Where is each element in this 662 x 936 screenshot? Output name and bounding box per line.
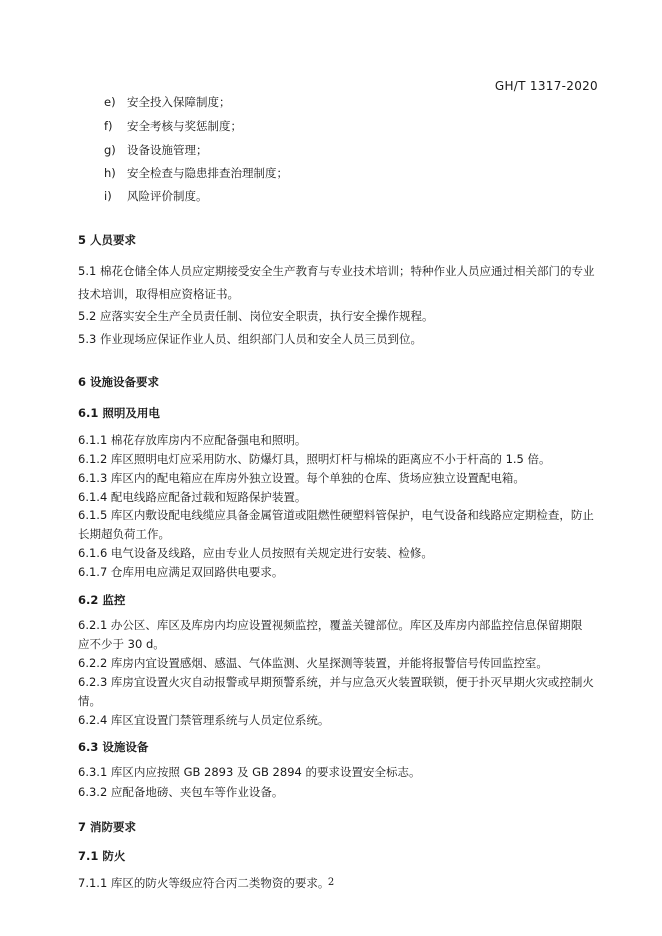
section-6-3-heading: 6.3 设施设备 bbox=[78, 740, 149, 754]
clause-6-2-2: 6.2.2 库房内宜设置感烟、感温、气体监测、火星探测等装置，并能将报警信号传回监控室。 bbox=[78, 656, 548, 670]
clause-6-1-2: 6.1.2 库区照明电灯应采用防水、防爆灯具，照明灯杆与棉垛的距离应不小于杆高的 1.5 倍。 bbox=[78, 452, 551, 466]
list-item bbox=[104, 119, 604, 133]
list-text: 安全考核与奖惩制度； bbox=[127, 119, 242, 133]
list-text: 安全投入保障制度； bbox=[127, 95, 231, 109]
list-item bbox=[104, 143, 604, 157]
standard-code: GH/T 1317-2020 bbox=[494, 79, 598, 93]
list-text: 安全检查与隐患排查治理制度； bbox=[127, 166, 288, 180]
list-item bbox=[104, 189, 604, 203]
section-5-heading: 5 人员要求 bbox=[78, 233, 137, 247]
list-item bbox=[104, 166, 604, 180]
clause-6-1-4: 6.1.4 配电线路应配备过载和短路保护装置。 bbox=[78, 490, 307, 504]
list-marker: h) bbox=[104, 166, 116, 180]
clause-6-2-3: 6.2.3 库房宜设置火灾自动报警或早期预警系统，并与应急灭火装置联锁，便于扑灭早期火灾或控制火 bbox=[78, 675, 594, 689]
section-6-1-heading: 6.1 照明及用电 bbox=[78, 406, 160, 420]
clause-6-2-1-cont: 应不少于 30 d。 bbox=[78, 637, 165, 651]
clause-6-3-1: 6.3.1 库区内应按照 GB 2893 及 GB 2894 的要求设置安全标志。 bbox=[78, 765, 421, 779]
list-text: 风险评价制度。 bbox=[127, 189, 208, 203]
clause-6-1-1: 6.1.1 棉花存放库房内不应配备强电和照明。 bbox=[78, 433, 307, 447]
page-number: 2 bbox=[327, 877, 335, 888]
section-7-heading: 7 消防要求 bbox=[78, 820, 137, 834]
clause-6-1-3: 6.1.3 库区内的配电箱应在库房外独立设置。每个单独的仓库、货场应独立设置配电箱。 bbox=[78, 471, 525, 485]
clause-6-2-4: 6.2.4 库区宜设置门禁管理系统与人员定位系统。 bbox=[78, 713, 330, 727]
list-text: 设备设施管理； bbox=[127, 143, 208, 157]
clause-6-1-6: 6.1.6 电气设备及线路，应由专业人员按照有关规定进行安装、检修。 bbox=[78, 546, 433, 560]
clause-5-3: 5.3 作业现场应保证作业人员、组织部门人员和安全人员三员到位。 bbox=[78, 332, 422, 346]
list-marker: f) bbox=[104, 119, 113, 133]
list-marker: i) bbox=[104, 189, 112, 203]
clause-6-2-1: 6.2.1 办公区、库区及库房内均应设置视频监控，覆盖关键部位。库区及库房内部监控信息保留期限 bbox=[78, 618, 583, 632]
clause-6-1-7: 6.1.7 仓库用电应满足双回路供电要求。 bbox=[78, 565, 284, 579]
section-6-2-heading: 6.2 监控 bbox=[78, 593, 126, 607]
section-6-heading: 6 设施设备要求 bbox=[78, 375, 160, 389]
clause-5-1: 5.1 棉花仓储全体人员应定期接受安全生产教育与专业技术培训；特种作业人员应通过相关部门的专业 bbox=[78, 264, 595, 278]
clause-5-1-cont: 技术培训，取得相应资格证书。 bbox=[78, 287, 239, 301]
clause-5-2: 5.2 应落实安全生产全员责任制、岗位安全职责，执行安全操作规程。 bbox=[78, 309, 434, 323]
clause-6-1-5-cont: 长期超负荷工作。 bbox=[78, 527, 170, 541]
list-marker: g) bbox=[104, 143, 116, 157]
clause-6-3-2: 6.3.2 应配备地磅、夹包车等作业设备。 bbox=[78, 785, 284, 799]
list-marker: e) bbox=[104, 95, 116, 109]
clause-6-2-3-cont: 情。 bbox=[78, 694, 101, 708]
clause-6-1-5: 6.1.5 库区内敷设配电线缆应具备金属管道或阻燃性硬塑料管保护，电气设备和线路应定期检查，防止 bbox=[78, 508, 594, 522]
list-item bbox=[104, 95, 604, 109]
clause-7-1-1: 7.1.1 库区的防火等级应符合丙二类物资的要求。 bbox=[78, 876, 330, 890]
section-7-1-heading: 7.1 防火 bbox=[78, 849, 126, 863]
